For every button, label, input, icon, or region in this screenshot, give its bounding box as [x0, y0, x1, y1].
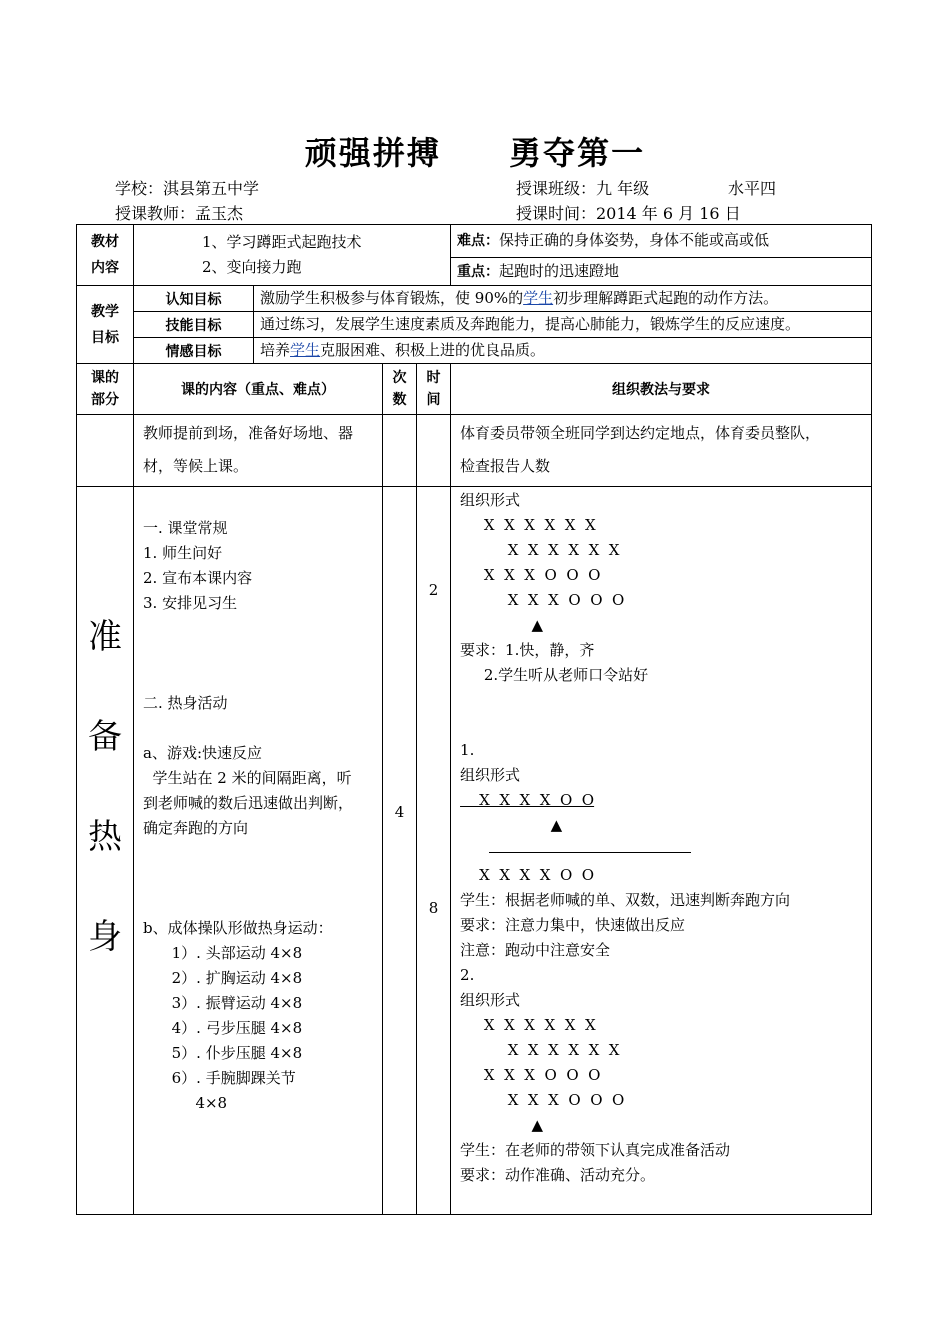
warmup-times — [383, 487, 417, 1215]
content-line — [143, 616, 382, 641]
section-char: 热 — [88, 817, 122, 857]
method-line: 学生：根据老师喊的单、双数，迅速判断奔跑方向 — [460, 891, 791, 909]
section-title — [77, 587, 133, 987]
method-line: 要求：1.快，静，齐 — [460, 641, 595, 659]
section-char: 准 — [88, 617, 122, 657]
cog-text-a: 激励学生积极参与体育锻炼，使 90%的 — [260, 289, 524, 307]
key-label: 重点： — [457, 263, 500, 280]
pre-times — [383, 415, 417, 487]
goals-label-line1: 教学 — [91, 303, 119, 320]
pre-content-line1: 教师提前到场，准备好场地、器 — [143, 424, 354, 442]
difficulty-label: 难点： — [457, 233, 500, 249]
method-line: 2. — [460, 966, 475, 984]
method-line — [460, 713, 871, 738]
content-line: 2）. 扩胸运动 4×8 — [143, 969, 303, 987]
method-line: 2.学生听从老师口令站好 — [460, 666, 649, 684]
content-line: 4×8 — [143, 1094, 228, 1112]
warmup-duration-a: 2 — [428, 581, 439, 599]
material-item-1: 1、学习蹲距式起跑技术 — [202, 233, 362, 251]
header-times-line1: 次 — [392, 370, 407, 386]
key-cell — [451, 258, 872, 286]
header-times — [383, 364, 417, 415]
school-label: 学校：淇县第五中学 — [115, 179, 260, 198]
emo-link[interactable]: 学生 — [290, 341, 321, 359]
time-label: 授课时间：2014 年 6 月 16 日 — [516, 204, 741, 223]
method-line — [460, 688, 871, 713]
content-line: 确定奔跑的方向 — [143, 819, 249, 837]
material-item-2: 2、变向接力跑 — [202, 258, 302, 276]
content-line: 5）. 仆步压腿 4×8 — [143, 1044, 303, 1062]
content-line: b、成体操队形做热身运动： — [143, 919, 333, 937]
difficulty-cell — [451, 225, 872, 258]
title-left: 顽强拼搏 — [304, 134, 441, 172]
pre-content-line2: 材，等候上课。 — [143, 457, 249, 475]
header-times-line2: 数 — [392, 392, 407, 408]
material-label-line2: 内容 — [91, 260, 119, 276]
content-line — [143, 491, 382, 516]
warmup-method — [451, 487, 872, 1215]
header-content: 课的内容（重点、难点） — [134, 364, 383, 415]
content-line — [143, 866, 382, 891]
header-method: 组织教法与要求 — [451, 364, 872, 415]
formation-divider — [489, 852, 691, 853]
method-line: 要求：动作准确、活动充分。 — [460, 1166, 656, 1184]
warmup-times-b: 4 — [394, 803, 405, 821]
teacher-label: 授课教师：孟玉杰 — [115, 204, 244, 223]
content-line — [143, 891, 382, 916]
method-line: X X X X O O — [460, 866, 595, 884]
warmup-duration — [417, 487, 451, 1215]
method-line: 组织形式 — [460, 491, 521, 509]
method-line: 组织形式 — [460, 991, 521, 1009]
level-label: 水平四 — [728, 179, 777, 198]
header-duration-line1: 时 — [426, 370, 441, 386]
cog-text-b: 初步理解蹲距式起跑的动作方法。 — [553, 289, 779, 307]
method-line: X X X O O O — [460, 1091, 625, 1109]
class-label: 授课班级：九 年级 — [516, 179, 650, 198]
cog-link[interactable]: 学生 — [523, 289, 554, 307]
content-line: 6）. 手腕脚踝关节 — [143, 1069, 296, 1087]
skill-text — [254, 312, 872, 338]
content-line: 学生站在 2 米的间隔距离，听 — [143, 769, 352, 787]
method-line: X X X O O O — [460, 591, 625, 609]
lesson-table — [76, 224, 872, 1215]
pre-content — [134, 415, 383, 487]
method-line: ▲ — [460, 616, 544, 634]
method-line: X X X O O O — [460, 1066, 601, 1084]
header-part-line1: 课的 — [91, 370, 119, 386]
method-line: X X X O O O — [460, 566, 601, 584]
header-part-line2: 部分 — [91, 392, 119, 408]
method-line: 组织形式 — [460, 766, 521, 784]
emo-label: 情感目标 — [134, 338, 254, 364]
method-line: X X X X X X — [460, 541, 620, 559]
content-line: 2. 宣布本课内容 — [143, 569, 253, 587]
method-line: X X X X X X — [460, 1016, 596, 1034]
pre-duration — [417, 415, 451, 487]
content-line: 3）. 振臂运动 4×8 — [143, 994, 303, 1012]
pre-method-line1: 体育委员带领全班同学到达约定地点，体育委员整队， — [460, 424, 821, 442]
emo-text-a: 培养 — [260, 341, 291, 359]
method-line — [460, 838, 871, 863]
page-title — [0, 128, 950, 174]
warmup-duration-b: 8 — [428, 899, 439, 917]
method-line: 注意：跑动中注意安全 — [460, 941, 611, 959]
pre-method-line2: 检查报告人数 — [460, 457, 551, 475]
method-line: X X X X X X — [460, 1041, 620, 1059]
content-line — [143, 641, 382, 666]
goals-label — [77, 286, 134, 364]
goals-label-line2: 目标 — [91, 329, 119, 346]
title-right: 勇夺第一 — [509, 134, 646, 172]
content-line: 3. 安排见习生 — [143, 594, 238, 612]
material-items — [134, 225, 451, 286]
skill-text-content: 通过练习，发展学生速度素质及奔跑能力，提高心肺能力，锻炼学生的反应速度。 — [260, 315, 801, 333]
warmup-section — [77, 487, 134, 1215]
content-line — [143, 716, 382, 741]
warmup-content — [134, 487, 383, 1215]
header-part — [77, 364, 134, 415]
method-line: ▲ — [460, 1116, 544, 1134]
header-duration — [417, 364, 451, 415]
material-label — [77, 225, 134, 286]
section-char: 身 — [88, 917, 122, 957]
key-text: 起跑时的迅速蹬地 — [499, 261, 620, 280]
content-line: a、游戏:快速反应 — [143, 744, 262, 762]
content-line: 一. 课堂常规 — [143, 519, 228, 537]
method-line: 1. — [460, 741, 475, 759]
header-duration-line2: 间 — [426, 392, 441, 408]
content-line: 1. 师生问好 — [143, 544, 223, 562]
method-line: ▲ — [460, 816, 563, 834]
pre-part — [77, 415, 134, 487]
section-char: 备 — [88, 717, 122, 757]
content-line: 二. 热身活动 — [143, 694, 228, 712]
content-line: 4）. 弓步压腿 4×8 — [143, 1019, 303, 1037]
emo-text — [254, 338, 872, 364]
difficulty-text: 保持正确的身体姿势，身体不能或高或低 — [499, 231, 770, 249]
pre-method — [451, 415, 872, 487]
cog-label: 认知目标 — [134, 286, 254, 312]
content-line — [143, 666, 382, 691]
material-label-line1: 教材 — [91, 234, 119, 250]
content-line: 1）. 头部运动 4×8 — [143, 944, 303, 962]
emo-text-b: 克服困难、积极上进的优良品质。 — [320, 341, 546, 359]
method-line: 学生：在老师的带领下认真完成准备活动 — [460, 1141, 731, 1159]
method-line: X X X X X X — [460, 516, 596, 534]
cog-text — [254, 286, 872, 312]
skill-label: 技能目标 — [134, 312, 254, 338]
content-line — [143, 841, 382, 866]
method-line: X X X X O O — [460, 791, 595, 809]
content-line: 到老师喊的数后迅速做出判断， — [143, 794, 354, 812]
method-line: 要求：注意力集中，快速做出反应 — [460, 916, 686, 934]
